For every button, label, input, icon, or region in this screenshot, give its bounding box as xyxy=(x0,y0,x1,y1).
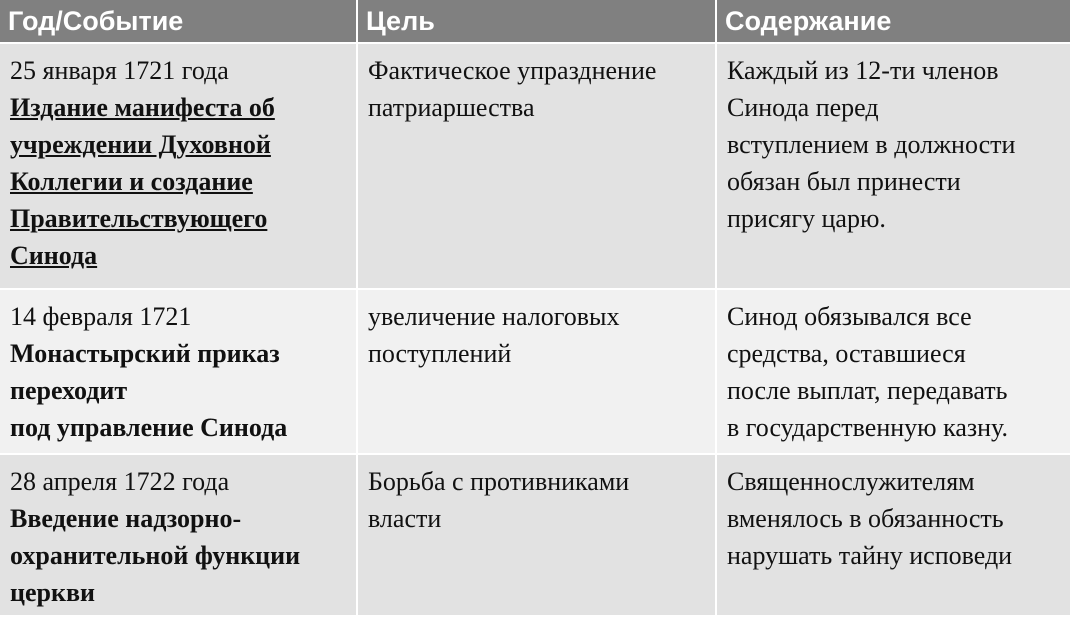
event-title: Введение надзорно- охранительной функции церкви xyxy=(10,504,301,607)
goal-cell xyxy=(357,43,716,289)
year-event-cell xyxy=(0,289,357,454)
content-text: Священнослужителям вменялось в обязанность нарушать тайну исповеди xyxy=(727,467,1013,570)
event-title: Издание манифеста об учреждении Духовной Коллегии и создание Правительствующего Синода xyxy=(10,93,275,270)
column-header-goal: Цель xyxy=(357,0,716,43)
event-date: 14 февраля 1721 xyxy=(10,302,192,331)
event-title: Монастырский приказ переходит под управление Синода xyxy=(10,339,288,442)
content-text: Синод обязывался все средства, оставшиеся после выплат, передавать в государственную казну. xyxy=(727,302,1008,442)
content-cell xyxy=(716,454,1070,616)
event-date: 25 января 1721 года xyxy=(10,56,229,85)
goal-text: Борьба с противниками власти xyxy=(368,467,630,533)
goal-text: увеличение налоговых поступлений xyxy=(368,302,620,368)
table-row xyxy=(0,43,1070,289)
year-event-cell xyxy=(0,454,357,616)
column-header-year-event: Год/Событие xyxy=(0,0,357,43)
table-header-row xyxy=(0,0,1070,43)
column-header-content: Содержание xyxy=(716,0,1070,43)
table-row xyxy=(0,289,1070,454)
content-cell xyxy=(716,289,1070,454)
content-text: Каждый из 12-ти членов Синода перед вступлением в должности обязан был принести присягу царю. xyxy=(727,56,1016,233)
goal-cell xyxy=(357,454,716,616)
year-event-cell xyxy=(0,43,357,289)
content-cell xyxy=(716,43,1070,289)
goal-cell xyxy=(357,289,716,454)
goal-text: Фактическое упразднение патриаршества xyxy=(368,56,657,122)
event-date: 28 апреля 1722 года xyxy=(10,467,230,496)
table-row xyxy=(0,454,1070,616)
